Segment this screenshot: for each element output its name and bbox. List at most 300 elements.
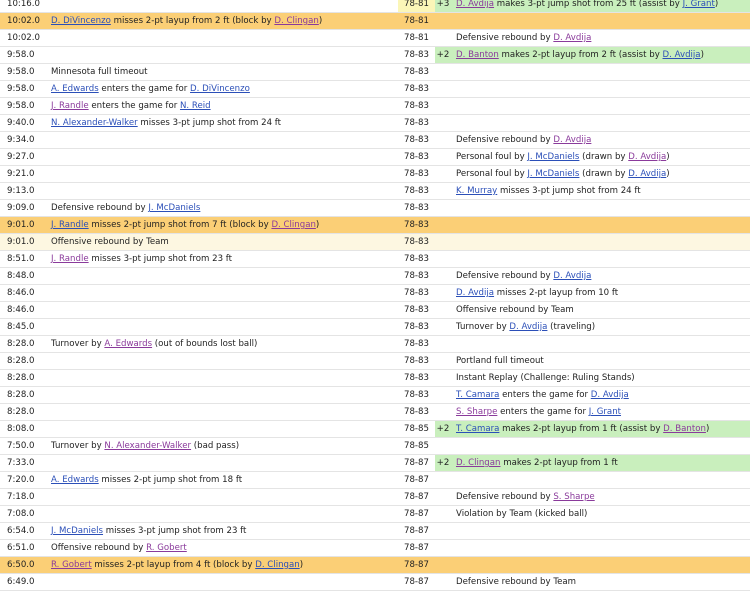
home-points-change: +2 — [435, 455, 451, 472]
player-link[interactable]: D. Avdija — [590, 390, 629, 400]
play-text: misses 3-pt jump shot from 24 ft — [137, 118, 282, 128]
play-score: 78-83 — [398, 353, 435, 370]
away-points-change — [382, 132, 398, 149]
away-play-description — [46, 404, 382, 421]
away-points-change — [382, 149, 398, 166]
home-points-change: +2 — [435, 421, 451, 438]
player-link[interactable]: T. Camara — [456, 424, 500, 434]
play-score: 78-83 — [398, 319, 435, 336]
play-time: 8:28.0 — [0, 370, 46, 387]
play-text: Defensive rebound by — [456, 33, 554, 43]
play-text: ) — [700, 50, 704, 60]
away-play-description — [46, 574, 382, 591]
home-play-description — [451, 489, 750, 506]
play-text: Defensive rebound by — [456, 135, 554, 145]
home-play-description — [451, 438, 750, 455]
away-points-change — [382, 30, 398, 47]
away-play-description — [46, 387, 382, 404]
play-score: 78-87 — [398, 455, 435, 472]
play-score: 78-83 — [398, 98, 435, 115]
play-row — [0, 285, 750, 302]
home-points-change — [435, 404, 451, 421]
play-text: Portland full timeout — [456, 356, 544, 366]
home-play-description — [451, 47, 750, 64]
player-link[interactable]: D. Banton — [663, 424, 706, 434]
play-row — [0, 200, 750, 217]
home-play-description — [451, 370, 750, 387]
home-points-change — [435, 81, 451, 98]
play-text: enters the game for — [98, 84, 191, 94]
play-text: Instant Replay (Challenge: Ruling Stands) — [456, 373, 635, 383]
player-link[interactable]: N. Reid — [179, 101, 211, 111]
play-text: Personal foul by — [456, 152, 528, 162]
away-points-change — [382, 115, 398, 132]
home-points-change — [435, 523, 451, 540]
home-play-description — [451, 217, 750, 234]
play-score: 78-83 — [398, 336, 435, 353]
play-row — [0, 370, 750, 387]
play-row — [0, 353, 750, 370]
player-link[interactable]: J. McDaniels — [527, 152, 580, 162]
play-row — [0, 30, 750, 47]
home-points-change — [435, 115, 451, 132]
play-score: 78-83 — [398, 234, 435, 251]
player-link[interactable]: D. DiVincenzo — [51, 16, 111, 26]
play-time: 6:54.0 — [0, 523, 46, 540]
player-link[interactable]: D. Avdija — [456, 288, 495, 298]
away-points-change — [382, 47, 398, 64]
player-link[interactable]: K. Murray — [456, 186, 498, 196]
player-link[interactable]: D. Clingan — [255, 560, 300, 570]
play-row — [0, 540, 750, 557]
home-play-description — [451, 149, 750, 166]
play-time: 8:28.0 — [0, 387, 46, 404]
play-time: 9:27.0 — [0, 149, 46, 166]
player-link[interactable]: J. Randle — [51, 220, 89, 230]
player-link[interactable]: J. Grant — [588, 407, 622, 417]
play-text: ) — [666, 169, 670, 179]
away-points-change — [382, 0, 398, 13]
play-row — [0, 319, 750, 336]
home-points-change — [435, 387, 451, 404]
play-time: 8:48.0 — [0, 268, 46, 285]
play-text: (drawn by — [579, 169, 629, 179]
away-play-description — [46, 98, 382, 115]
home-play-description — [451, 64, 750, 81]
away-points-change — [382, 319, 398, 336]
play-text: ) — [318, 16, 323, 26]
play-text: Turnover by — [51, 441, 105, 451]
home-points-change — [435, 472, 451, 489]
home-play-description — [451, 183, 750, 200]
player-link[interactable]: D. Banton — [456, 50, 499, 60]
home-play-description — [451, 353, 750, 370]
player-link[interactable]: D. Avdija — [553, 135, 592, 145]
player-link[interactable]: J. McDaniels — [148, 203, 201, 213]
play-row — [0, 472, 750, 489]
home-points-change — [435, 13, 451, 30]
away-points-change — [382, 98, 398, 115]
away-points-change — [382, 234, 398, 251]
play-row — [0, 523, 750, 540]
away-points-change — [382, 183, 398, 200]
home-play-description — [451, 421, 750, 438]
home-play-description — [451, 404, 750, 421]
home-points-change — [435, 268, 451, 285]
away-points-change — [382, 404, 398, 421]
play-score: 78-83 — [398, 285, 435, 302]
play-time: 9:58.0 — [0, 81, 46, 98]
player-link[interactable]: J. McDaniels — [527, 169, 580, 179]
away-points-change — [382, 574, 398, 591]
play-text: misses 2-pt layup from 10 ft — [494, 288, 619, 298]
play-time: 9:21.0 — [0, 166, 46, 183]
play-time: 9:01.0 — [0, 234, 46, 251]
away-play-description — [46, 234, 382, 251]
home-points-change — [435, 489, 451, 506]
play-row — [0, 115, 750, 132]
play-time: 9:13.0 — [0, 183, 46, 200]
player-link[interactable]: J. Randle — [51, 254, 89, 264]
away-points-change — [382, 353, 398, 370]
play-row — [0, 455, 750, 472]
play-row — [0, 574, 750, 591]
player-link[interactable]: D. Avdija — [553, 271, 592, 281]
away-play-description — [46, 421, 382, 438]
play-row — [0, 421, 750, 438]
player-link[interactable]: D. Avdija — [553, 33, 592, 43]
play-time: 7:50.0 — [0, 438, 46, 455]
away-play-description — [46, 132, 382, 149]
home-play-description — [451, 132, 750, 149]
play-row — [0, 64, 750, 81]
play-text: misses 2-pt layup from 2 ft (block by — [110, 16, 275, 26]
player-link[interactable]: D. Clingan — [274, 16, 319, 26]
away-points-change — [382, 506, 398, 523]
play-row — [0, 166, 750, 183]
home-points-change — [435, 302, 451, 319]
home-play-description — [451, 557, 750, 574]
play-text: (out of bounds lost ball) — [152, 339, 258, 349]
away-play-description — [46, 217, 382, 234]
play-score: 78-83 — [398, 200, 435, 217]
away-points-change — [382, 217, 398, 234]
play-score: 78-81 — [398, 13, 435, 30]
away-play-description — [46, 64, 382, 81]
player-link[interactable]: J. Randle — [51, 101, 89, 111]
play-time: 9:09.0 — [0, 200, 46, 217]
play-score: 78-83 — [398, 183, 435, 200]
home-play-description — [451, 0, 750, 13]
play-score: 78-87 — [398, 489, 435, 506]
away-play-description — [46, 353, 382, 370]
play-time: 7:20.0 — [0, 472, 46, 489]
play-text: Defensive rebound by — [456, 492, 554, 502]
away-points-change — [382, 540, 398, 557]
play-score: 78-83 — [398, 217, 435, 234]
play-score: 78-81 — [398, 0, 435, 13]
play-text: ) — [666, 152, 670, 162]
play-time: 10:16.0 — [0, 0, 46, 13]
play-text: ) — [714, 0, 719, 9]
play-row — [0, 132, 750, 149]
play-time: 6:49.0 — [0, 574, 46, 591]
away-points-change — [382, 251, 398, 268]
play-text: Violation by Team (kicked ball) — [456, 509, 588, 519]
away-points-change — [382, 455, 398, 472]
play-row — [0, 81, 750, 98]
play-text: Offensive rebound by Team — [456, 305, 574, 315]
away-play-description — [46, 455, 382, 472]
play-row — [0, 98, 750, 115]
away-points-change — [382, 200, 398, 217]
away-points-change — [382, 64, 398, 81]
home-points-change — [435, 574, 451, 591]
play-time: 8:28.0 — [0, 353, 46, 370]
play-row — [0, 506, 750, 523]
away-play-description — [46, 540, 382, 557]
away-play-description — [46, 115, 382, 132]
home-points-change — [435, 64, 451, 81]
away-play-description — [46, 489, 382, 506]
home-points-change — [435, 217, 451, 234]
play-row — [0, 387, 750, 404]
away-play-description — [46, 268, 382, 285]
play-time: 10:02.0 — [0, 30, 46, 47]
home-points-change — [435, 557, 451, 574]
away-points-change — [382, 81, 398, 98]
play-text: enters the game for — [497, 407, 589, 417]
away-points-change — [382, 557, 398, 574]
away-points-change — [382, 336, 398, 353]
home-play-description — [451, 540, 750, 557]
play-time: 6:51.0 — [0, 540, 46, 557]
home-points-change — [435, 200, 451, 217]
play-score: 78-83 — [398, 370, 435, 387]
away-play-description — [46, 200, 382, 217]
play-time: 8:28.0 — [0, 336, 46, 353]
player-link[interactable]: N. Alexander-Walker — [51, 118, 138, 128]
player-link[interactable]: R. Gobert — [146, 543, 187, 553]
player-link[interactable]: D. Avdija — [509, 322, 548, 332]
play-time: 9:40.0 — [0, 115, 46, 132]
play-row — [0, 13, 750, 30]
away-play-description — [46, 183, 382, 200]
player-link[interactable]: D. Clingan — [456, 458, 501, 468]
home-play-description — [451, 472, 750, 489]
play-row — [0, 302, 750, 319]
away-play-description — [46, 251, 382, 268]
play-row — [0, 489, 750, 506]
play-text: makes 2-pt layup from 2 ft (assist by — [498, 50, 663, 60]
home-play-description — [451, 319, 750, 336]
home-play-description — [451, 302, 750, 319]
player-link[interactable]: S. Sharpe — [456, 407, 498, 417]
play-text: misses 2-pt jump shot from 7 ft (block by — [88, 220, 272, 230]
play-time: 10:02.0 — [0, 13, 46, 30]
play-score: 78-85 — [398, 421, 435, 438]
home-points-change — [435, 234, 451, 251]
home-play-description — [451, 574, 750, 591]
player-link[interactable]: S. Sharpe — [553, 492, 595, 502]
player-link[interactable]: D. DiVincenzo — [190, 84, 250, 94]
play-score: 78-83 — [398, 47, 435, 64]
play-time: 7:18.0 — [0, 489, 46, 506]
home-points-change: +3 — [435, 0, 451, 13]
home-play-description — [451, 13, 750, 30]
play-score: 78-83 — [398, 166, 435, 183]
play-time: 8:45.0 — [0, 319, 46, 336]
away-play-description — [46, 285, 382, 302]
play-row — [0, 404, 750, 421]
away-play-description — [46, 149, 382, 166]
play-row — [0, 438, 750, 455]
home-points-change — [435, 149, 451, 166]
away-play-description — [46, 336, 382, 353]
player-link[interactable]: D. Avdija — [456, 0, 495, 9]
player-link[interactable]: D. Avdija — [662, 50, 701, 60]
player-link[interactable]: A. Edwards — [104, 339, 153, 349]
home-play-description — [451, 268, 750, 285]
play-score: 78-87 — [398, 540, 435, 557]
play-text: ) — [299, 560, 304, 570]
home-play-description — [451, 115, 750, 132]
play-score: 78-83 — [398, 404, 435, 421]
play-score: 78-83 — [398, 64, 435, 81]
play-text: Offensive rebound by — [51, 543, 147, 553]
away-play-description — [46, 30, 382, 47]
away-points-change — [382, 166, 398, 183]
play-text: misses 2-pt layup from 4 ft (block by — [91, 560, 256, 570]
play-text: Defensive rebound by — [456, 271, 554, 281]
play-score: 78-81 — [398, 30, 435, 47]
play-score: 78-87 — [398, 557, 435, 574]
home-play-description — [451, 455, 750, 472]
player-link[interactable]: D. Avdija — [628, 152, 667, 162]
play-score: 78-83 — [398, 115, 435, 132]
play-row — [0, 0, 750, 13]
play-score: 78-87 — [398, 523, 435, 540]
play-time: 8:46.0 — [0, 302, 46, 319]
play-text: Defensive rebound by Team — [456, 577, 577, 587]
play-time: 8:46.0 — [0, 285, 46, 302]
away-play-description — [46, 506, 382, 523]
play-text: (drawn by — [579, 152, 629, 162]
away-points-change — [382, 268, 398, 285]
play-row — [0, 336, 750, 353]
home-points-change — [435, 183, 451, 200]
play-time: 9:34.0 — [0, 132, 46, 149]
home-play-description — [451, 30, 750, 47]
player-link[interactable]: N. Alexander-Walker — [104, 441, 192, 451]
home-play-description — [451, 251, 750, 268]
play-row — [0, 268, 750, 285]
play-row — [0, 149, 750, 166]
away-play-description — [46, 0, 382, 13]
play-text: ) — [705, 424, 710, 434]
player-link[interactable]: A. Edwards — [51, 475, 99, 485]
play-time: 9:58.0 — [0, 64, 46, 81]
player-link[interactable]: D. Clingan — [271, 220, 316, 230]
play-text: (bad pass) — [191, 441, 240, 451]
player-link[interactable]: J. McDaniels — [51, 526, 104, 536]
play-time: 6:50.0 — [0, 557, 46, 574]
away-play-description — [46, 472, 382, 489]
play-score: 78-83 — [398, 387, 435, 404]
player-link[interactable]: D. Avdija — [628, 169, 667, 179]
play-row — [0, 217, 750, 234]
play-text: Turnover by — [456, 322, 510, 332]
play-text: Offensive rebound by Team — [51, 237, 169, 247]
player-link[interactable]: R. Gobert — [51, 560, 92, 570]
home-points-change — [435, 370, 451, 387]
play-score: 78-83 — [398, 251, 435, 268]
play-score: 78-83 — [398, 268, 435, 285]
play-time: 9:01.0 — [0, 217, 46, 234]
play-text: misses 2-pt jump shot from 18 ft — [98, 475, 243, 485]
home-play-description — [451, 166, 750, 183]
home-points-change: +2 — [435, 47, 451, 64]
play-score: 78-87 — [398, 574, 435, 591]
play-time: 9:58.0 — [0, 98, 46, 115]
home-points-change — [435, 336, 451, 353]
play-text: Defensive rebound by — [51, 203, 149, 213]
away-points-change — [382, 421, 398, 438]
home-play-description — [451, 200, 750, 217]
play-row — [0, 557, 750, 574]
play-text: misses 3-pt jump shot from 24 ft — [497, 186, 641, 196]
away-points-change — [382, 285, 398, 302]
play-text: ) — [315, 220, 320, 230]
home-play-description — [451, 336, 750, 353]
play-text: makes 2-pt layup from 1 ft (assist by — [499, 424, 664, 434]
play-score: 78-83 — [398, 302, 435, 319]
away-points-change — [382, 387, 398, 404]
player-link[interactable]: A. Edwards — [51, 84, 99, 94]
player-link[interactable]: J. Grant — [682, 0, 715, 9]
home-play-description — [451, 81, 750, 98]
home-play-description — [451, 285, 750, 302]
away-points-change — [382, 523, 398, 540]
away-play-description — [46, 438, 382, 455]
play-text: enters the game for — [88, 101, 180, 111]
home-points-change — [435, 285, 451, 302]
play-text: Turnover by — [51, 339, 105, 349]
play-time: 8:28.0 — [0, 404, 46, 421]
play-time: 8:08.0 — [0, 421, 46, 438]
home-play-description — [451, 506, 750, 523]
away-play-description — [46, 47, 382, 64]
away-points-change — [382, 302, 398, 319]
away-play-description — [46, 557, 382, 574]
away-play-description — [46, 523, 382, 540]
play-time: 7:33.0 — [0, 455, 46, 472]
play-text: misses 3-pt jump shot from 23 ft — [103, 526, 247, 536]
away-play-description — [46, 302, 382, 319]
play-text: Personal foul by — [456, 169, 528, 179]
home-points-change — [435, 166, 451, 183]
away-play-description — [46, 81, 382, 98]
play-row — [0, 47, 750, 64]
home-points-change — [435, 98, 451, 115]
play-score: 78-85 — [398, 438, 435, 455]
home-points-change — [435, 353, 451, 370]
play-time: 8:51.0 — [0, 251, 46, 268]
play-text: enters the game for — [499, 390, 591, 400]
play-score: 78-83 — [398, 149, 435, 166]
away-play-description — [46, 166, 382, 183]
player-link[interactable]: T. Camara — [456, 390, 500, 400]
